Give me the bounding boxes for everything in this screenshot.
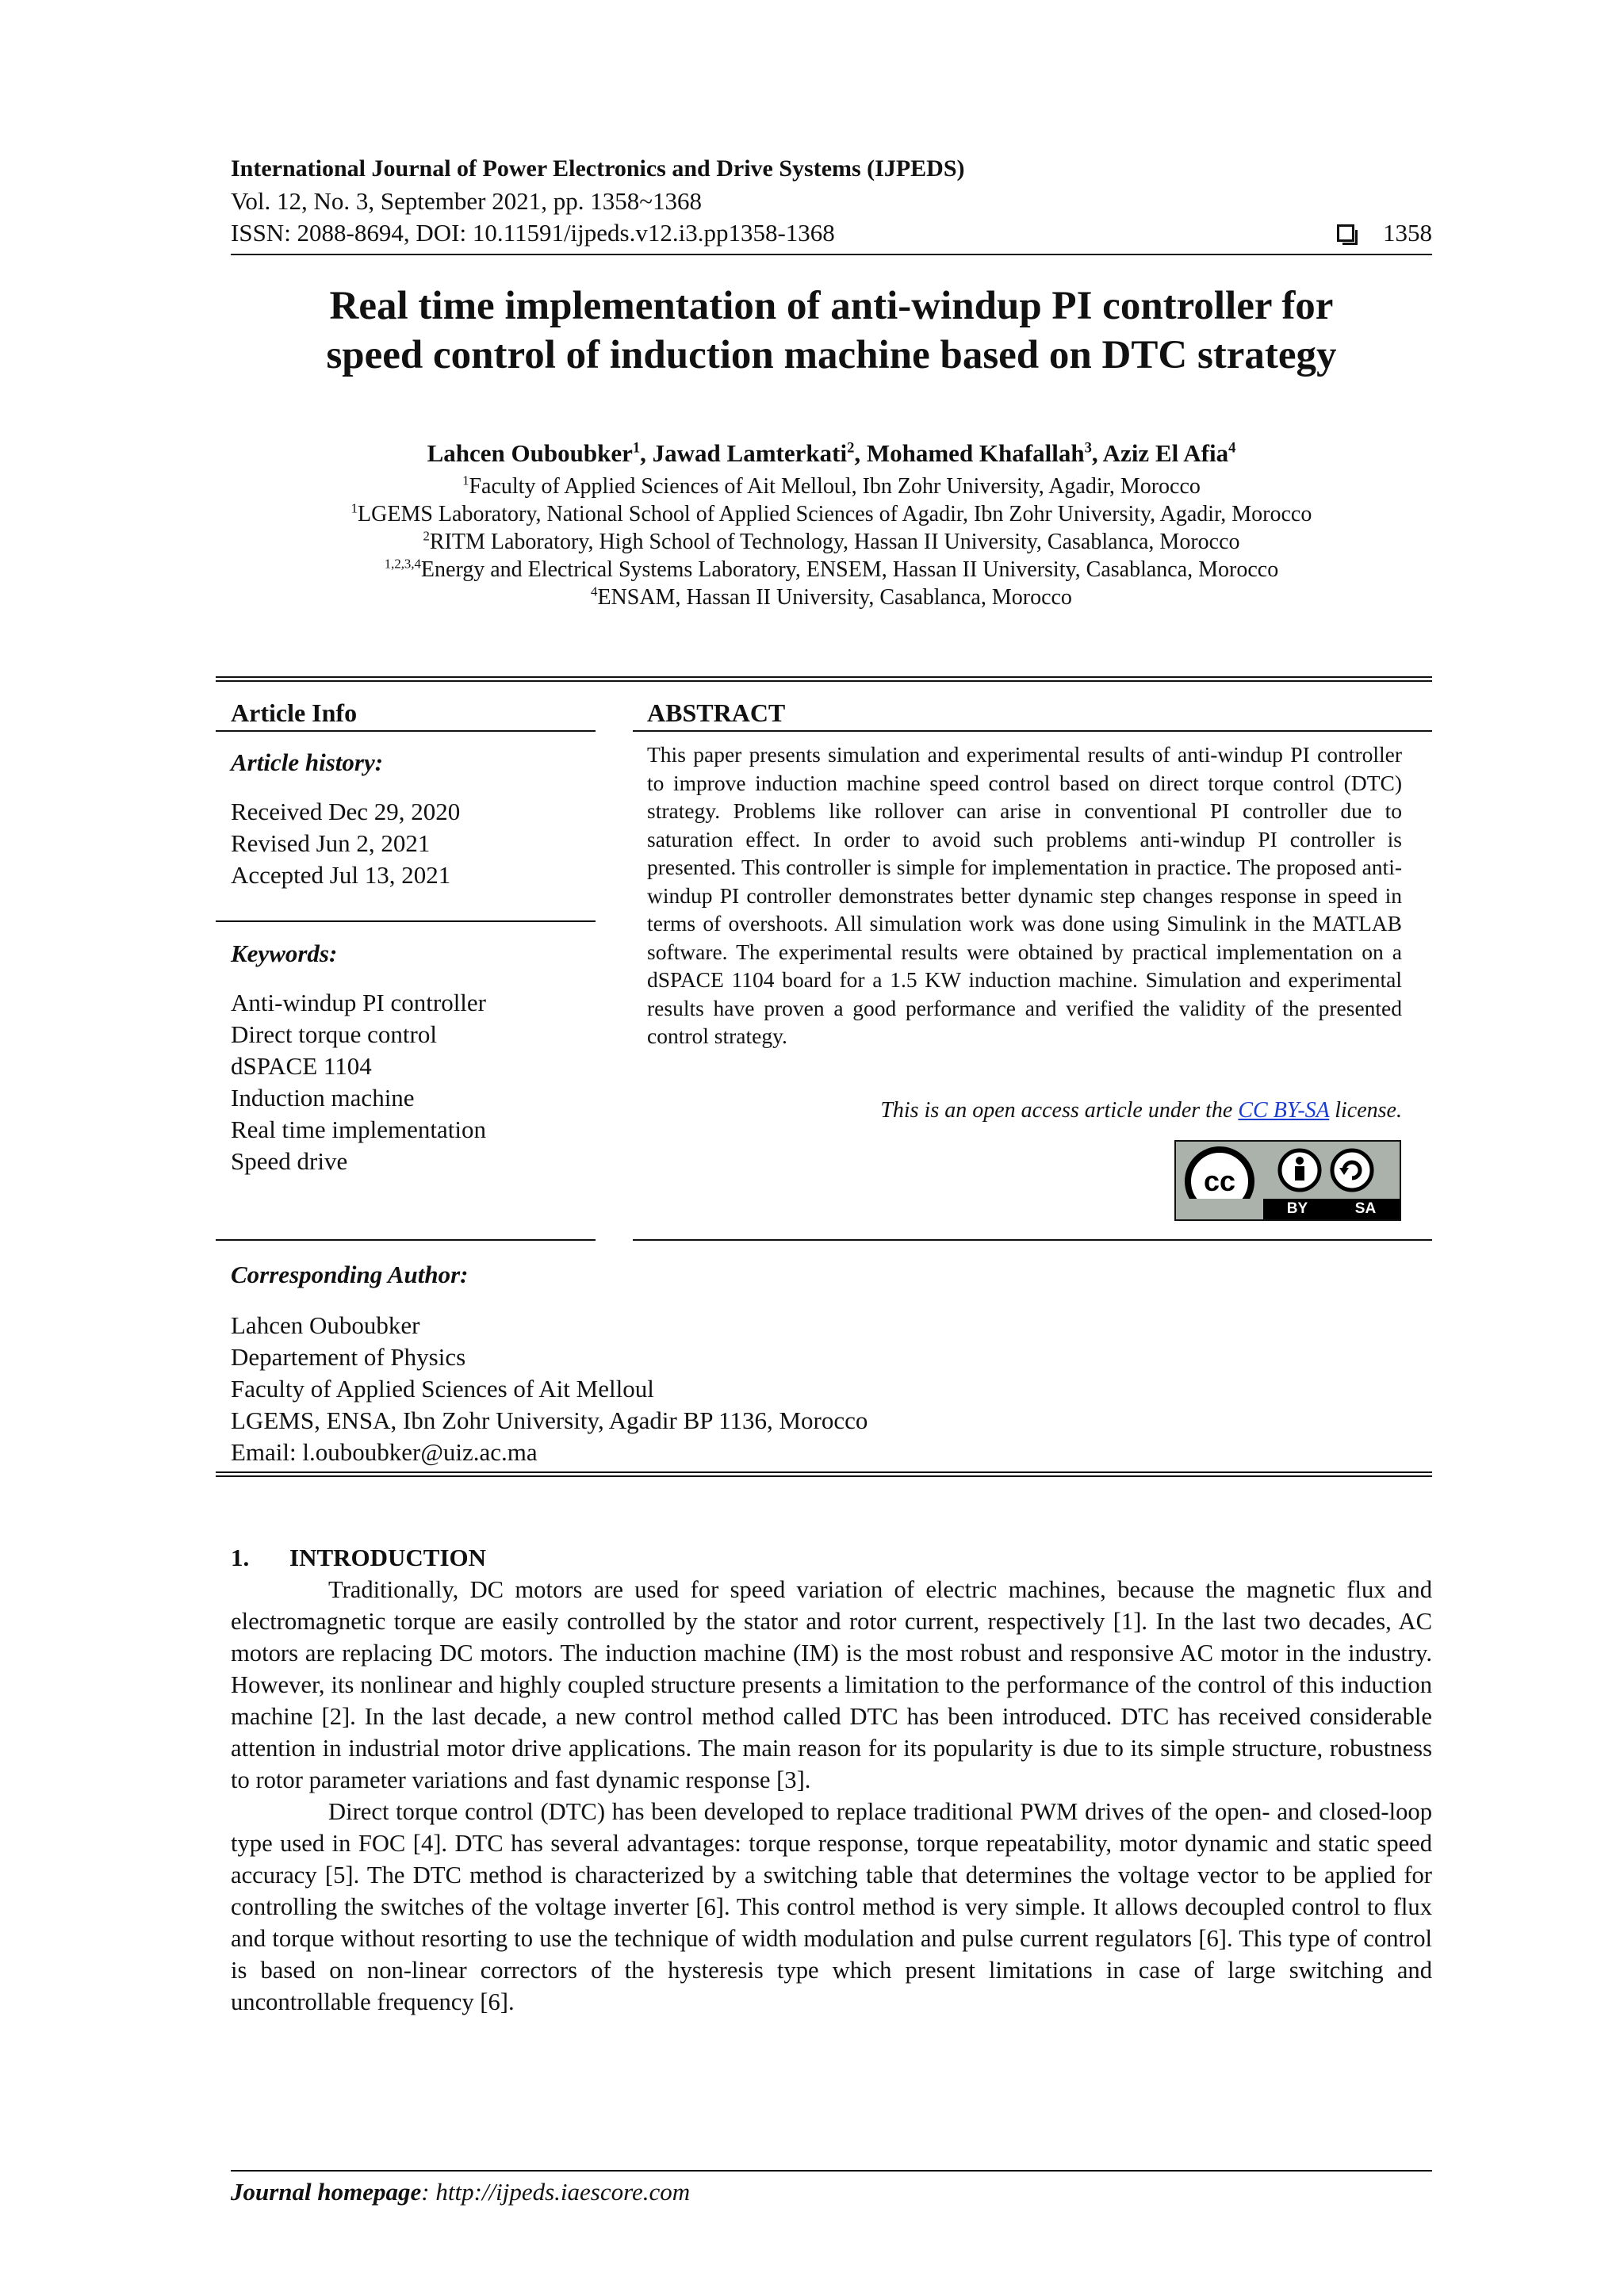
svg-text:cc: cc xyxy=(1203,1165,1236,1197)
introduction-body xyxy=(231,1574,1432,2018)
page-number: 1358 xyxy=(1383,219,1432,247)
corresponding-email: Email: l.ouboubker@uiz.ac.ma xyxy=(231,1438,538,1466)
info-box-bottom-rule xyxy=(216,1471,1432,1477)
corresponding-line: LGEMS, ENSA, Ibn Zohr University, Agadir BP 1136, Morocco xyxy=(231,1406,868,1434)
keyword: Real time implementation xyxy=(231,1115,486,1143)
article-history xyxy=(231,747,596,891)
journal-name: International Journal of Power Electronics and Drive Systems (IJPEDS) xyxy=(231,155,965,182)
affiliation: $^1$Faculty of Applied Sciences of Ait Melloul, Ibn Zohr University, Agadir, Morocco xyxy=(462,473,1201,499)
journal-homepage xyxy=(231,2176,690,2208)
journal-issn: ISSN: 2088-8694, DOI: 10.11591/ijpeds.v12.i3.pp1358-1368 xyxy=(231,219,835,247)
abstract-text: This paper presents simulation and experimental results of anti-windup PI controller to improve induction machine speed control based on direct torque control (DTC) strategy. Problems like rollover can arise in conventional PI controller due to saturation effect. In order to avoid such problems anti-windup PI controller is presented. This controller is simple for implementation in practice. The proposed anti-windup PI controller demonstrates better dynamic step changes response in speed in terms of overshoots. All simulation work was done using Simulink in the MATLAB software. The experimental results were obtained by practical implementation on a dSPACE 1104 board for a 1.5 KW induction machine. Simulation and experimental results have proven a good performance and verified the validity of the presented control strategy. xyxy=(647,742,1402,1048)
keywords-section xyxy=(231,938,596,1177)
corresponding-line: Lahcen Ouboubker xyxy=(231,1311,420,1339)
sa-label: SA xyxy=(1354,1200,1377,1217)
affiliation: $^{1,2,3,4}$Energy and Electrical Systems Laboratory, ENSEM, Hassan II University, Casablanca, Morocco xyxy=(384,556,1279,582)
author: Jawad Lamterkati$^2$, xyxy=(652,439,867,467)
sa-icon xyxy=(1332,1150,1372,1190)
cc-badge-labels xyxy=(1263,1199,1400,1219)
accepted-date: Accepted Jul 13, 2021 xyxy=(231,861,451,889)
cc-icon-group xyxy=(1176,1142,1400,1199)
article-info-rule xyxy=(216,730,596,732)
title-line-1: Real time implementation of anti-windup PI controller for xyxy=(329,284,1334,328)
abstract-rule xyxy=(633,730,1432,732)
paper-title xyxy=(231,281,1432,380)
footer-label: Journal homepage xyxy=(231,2178,422,2206)
affiliation-list xyxy=(231,473,1432,611)
keyword: Speed drive xyxy=(231,1147,348,1175)
journal-volume: Vol. 12, No. 3, September 2021, pp. 1358~1368 xyxy=(231,187,702,215)
keyword: dSPACE 1104 xyxy=(231,1052,372,1080)
keywords-rule xyxy=(216,1239,596,1241)
received-date: Received Dec 29, 2020 xyxy=(231,798,461,825)
affiliation: $^1$LGEMS Laboratory, National School of Applied Sciences of Agadir, Ibn Zohr University, Agadir, Morocco xyxy=(350,500,1312,526)
author: Lahcen Ouboubker$^1$, xyxy=(427,439,653,467)
article-info-heading: Article Info xyxy=(231,698,358,727)
keywords-heading: Keywords: xyxy=(231,939,338,967)
section-title: INTRODUCTION xyxy=(289,1544,487,1571)
revised-date: Revised Jun 2, 2021 xyxy=(231,829,431,857)
paragraph: Traditionally, DC motors are used for speed variation of electric machines, because the magnetic flux and electromagnetic torque are easily controlled by the stator and rotor current, respectively [1]. In the last two decades, AC motors are replacing DC motors. The induction machine (IM) is the most robust and responsive AC motor in the industry. However, its nonlinear and highly coupled structure presents a limitation to the performance of the control of this induction machine [2]. In the last decade, a new control method called DTC has been introduced. DTC has received considerable attention in industrial motor drive applications. The main reason for its popularity is due to its simple structure, robustness to rotor parameter variations and fast dynamic response [3]. xyxy=(231,1576,1432,1793)
affiliation: $^2$RITM Laboratory, High School of Technology, Hassan II University, Casablanca, Morocco xyxy=(423,528,1240,554)
by-label: BY xyxy=(1286,1200,1308,1217)
abstract-heading: ABSTRACT xyxy=(647,698,786,727)
corresponding-line: Departement of Physics xyxy=(231,1343,466,1371)
affiliation: $^4$ENSAM, Hassan II University, Casablanca, Morocco xyxy=(591,584,1072,610)
corresponding-author xyxy=(231,1259,1024,1468)
section-number: 1. xyxy=(231,1544,250,1571)
abstract-bottom-rule xyxy=(633,1239,1432,1241)
history-rule xyxy=(216,920,596,922)
footer-rule xyxy=(231,2170,1432,2172)
author-list xyxy=(231,438,1432,469)
paragraph: Direct torque control (DTC) has been developed to replace traditional PWM drives of the open- and closed-loop type used in FOC [4]. DTC has several advantages: torque response, torque repeatability, motor dynamic and static speed accuracy [5]. The DTC method is characterized by a switching table that determines the voltage vector to be applied for controlling the switches of the voltage inverter [6]. This control method is very simple. It allows decoupled control to flux and torque without resorting to use the technique of width modulation and pulse current regulators [6]. This type of control is based on non-linear correctors of the hysteresis type which present limitations in case of large switching and uncontrollable frequency [6]. xyxy=(231,1798,1432,2015)
author: Mohamed Khafallah$^3$, xyxy=(866,439,1103,467)
page-number-group xyxy=(1337,217,1432,249)
box-icon xyxy=(1337,224,1354,242)
keyword: Induction machine xyxy=(231,1084,415,1112)
section-heading xyxy=(231,1542,486,1574)
keyword: Direct torque control xyxy=(231,1020,437,1048)
keyword: Anti-windup PI controller xyxy=(231,989,487,1016)
by-icon xyxy=(1280,1150,1320,1190)
title-line-2: speed control of induction machine based on DTC strategy xyxy=(326,333,1337,377)
license-note: This is an open access article under the CC BY-SA license. xyxy=(880,1098,1402,1123)
corresponding-heading: Corresponding Author: xyxy=(231,1261,469,1288)
author: Aziz El Afia$^4$ xyxy=(1102,439,1236,467)
corresponding-line: Faculty of Applied Sciences of Ait Melloul xyxy=(231,1375,654,1402)
info-box-top-rule xyxy=(216,676,1432,682)
article-history-heading: Article history: xyxy=(231,748,384,776)
cc-icon xyxy=(1188,1150,1251,1199)
header-rule xyxy=(231,254,1432,255)
cc-by-sa-badge[interactable] xyxy=(1174,1140,1401,1221)
license-link[interactable]: CC BY-SA xyxy=(1238,1098,1330,1123)
footer-url[interactable]: : http://ijpeds.iaescore.com xyxy=(421,2178,691,2206)
journal-issn-row xyxy=(231,217,1432,249)
